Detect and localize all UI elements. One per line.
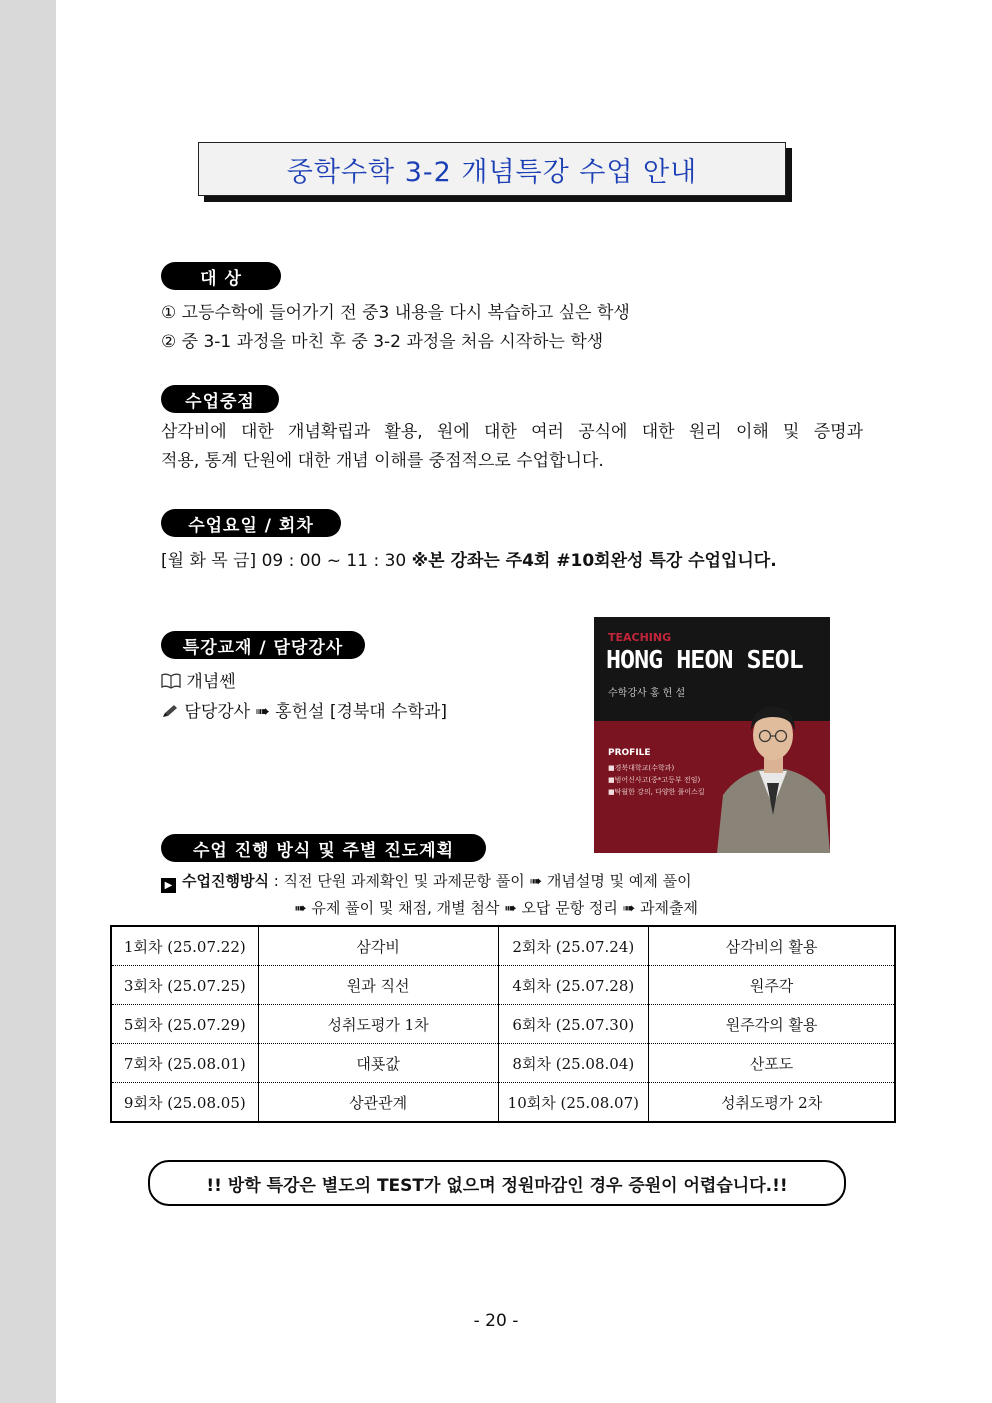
schedule-line bbox=[161, 546, 777, 571]
table-row bbox=[111, 1005, 895, 1044]
textbook-label: 특강교재 / 담당강사 bbox=[161, 631, 365, 659]
session-topic: 원주각의 활용 bbox=[649, 1005, 895, 1044]
card-profile-item: ■탁월한 강의, 다양한 풀이스킬 bbox=[608, 788, 705, 796]
card-teacher-role: 수학강사 홍 헌 설 bbox=[608, 688, 686, 699]
session-topic: 삼각비 bbox=[258, 926, 498, 966]
focus-line-2: 적용, 통계 단원에 대한 개념 이해를 중점적으로 수업합니다. bbox=[161, 451, 604, 471]
teacher-line bbox=[161, 697, 447, 722]
page-title: 중학수학 3-2 개념특강 수업 안내 bbox=[286, 156, 698, 188]
target-item-1: ① 고등수학에 들어가기 전 중3 내용을 다시 복습하고 싶은 학생 bbox=[161, 303, 630, 323]
left-margin-bar bbox=[0, 0, 56, 1403]
session-date: 4회차 (25.07.28) bbox=[498, 966, 649, 1005]
notice-text: !! 방학 특강은 별도의 TEST가 없으며 정원마감인 경우 증원이 어렵습니다.!! bbox=[206, 1175, 788, 1196]
card-profile-list bbox=[608, 762, 705, 798]
card-profile-item: ■범어신사고(중*고등부 전임) bbox=[608, 776, 701, 784]
session-topic: 원과 직선 bbox=[258, 966, 498, 1005]
session-topic: 성취도평가 2차 bbox=[649, 1083, 895, 1123]
schedule-time: [월 화 목 금] 09 : 00 ~ 11 : 30 bbox=[161, 551, 407, 571]
teacher-photo bbox=[717, 697, 830, 853]
book-icon bbox=[161, 672, 186, 692]
session-date: 6회차 (25.07.30) bbox=[498, 1005, 649, 1044]
plan-label: 수업 진행 방식 및 주별 진도계획 bbox=[161, 834, 486, 862]
session-topic: 상관관계 bbox=[258, 1083, 498, 1123]
table-row bbox=[111, 966, 895, 1005]
target-label: 대 상 bbox=[161, 262, 281, 290]
textbook-name: 개념쎈 bbox=[186, 672, 236, 692]
card-profile-item: ■경북대학교(수학과) bbox=[608, 764, 675, 772]
method-label: 수업진행방식 bbox=[182, 872, 269, 890]
schedule-table bbox=[110, 925, 896, 1123]
title-box bbox=[198, 142, 786, 196]
session-date: 7회차 (25.08.01) bbox=[111, 1044, 258, 1083]
session-date: 5회차 (25.07.29) bbox=[111, 1005, 258, 1044]
pencil-icon bbox=[161, 702, 184, 722]
session-topic: 성취도평가 1차 bbox=[258, 1005, 498, 1044]
card-tag: TEACHING bbox=[608, 631, 672, 644]
session-date: 3회차 (25.07.25) bbox=[111, 966, 258, 1005]
table-row bbox=[111, 926, 895, 966]
teacher-name: 담당강사 ➠ 홍헌설 [경북대 수학과] bbox=[184, 702, 448, 722]
teacher-profile-image bbox=[594, 617, 830, 853]
schedule-label: 수업요일 / 회차 bbox=[161, 509, 341, 537]
card-profile-title: PROFILE bbox=[608, 748, 651, 758]
schedule-note: ※본 강좌는 주4회 #10회완성 특강 수업입니다. bbox=[411, 551, 777, 571]
table-row bbox=[111, 1044, 895, 1083]
textbook-line bbox=[161, 667, 236, 692]
method-line-1 bbox=[161, 870, 692, 893]
session-date: 8회차 (25.08.04) bbox=[498, 1044, 649, 1083]
target-item-2: ② 중 3-1 과정을 마친 후 중 3-2 과정을 처음 시작하는 학생 bbox=[161, 332, 604, 352]
focus-text bbox=[161, 418, 863, 476]
session-date: 1회차 (25.07.22) bbox=[111, 926, 258, 966]
page-number: - 20 - bbox=[473, 1311, 519, 1331]
arrow-box-icon: ▶ bbox=[161, 878, 176, 893]
table-row bbox=[111, 1083, 895, 1123]
method-line-2: ➠ 유제 풀이 및 채점, 개별 첨삭 ➠ 오답 문항 정리 ➠ 과제출제 bbox=[294, 899, 698, 917]
notice-banner bbox=[148, 1160, 846, 1206]
session-topic: 산포도 bbox=[649, 1044, 895, 1083]
method-text-1: : 직전 단원 과제확인 및 과제문항 풀이 ➠ 개념설명 및 예제 풀이 bbox=[273, 872, 692, 890]
session-topic: 삼각비의 활용 bbox=[649, 926, 895, 966]
focus-label: 수업중점 bbox=[161, 385, 279, 413]
session-topic: 원주각 bbox=[649, 966, 895, 1005]
focus-line-1: 삼각비에 대한 개념확립과 활용, 원에 대한 여러 공식에 대한 원리 이해 및 증명과 bbox=[161, 422, 863, 442]
session-topic: 대푯값 bbox=[258, 1044, 498, 1083]
session-date: 9회차 (25.08.05) bbox=[111, 1083, 258, 1123]
session-date: 10회차 (25.08.07) bbox=[498, 1083, 649, 1123]
card-teacher-name: HONG HEON SEOL bbox=[606, 645, 803, 674]
session-date: 2회차 (25.07.24) bbox=[498, 926, 649, 966]
